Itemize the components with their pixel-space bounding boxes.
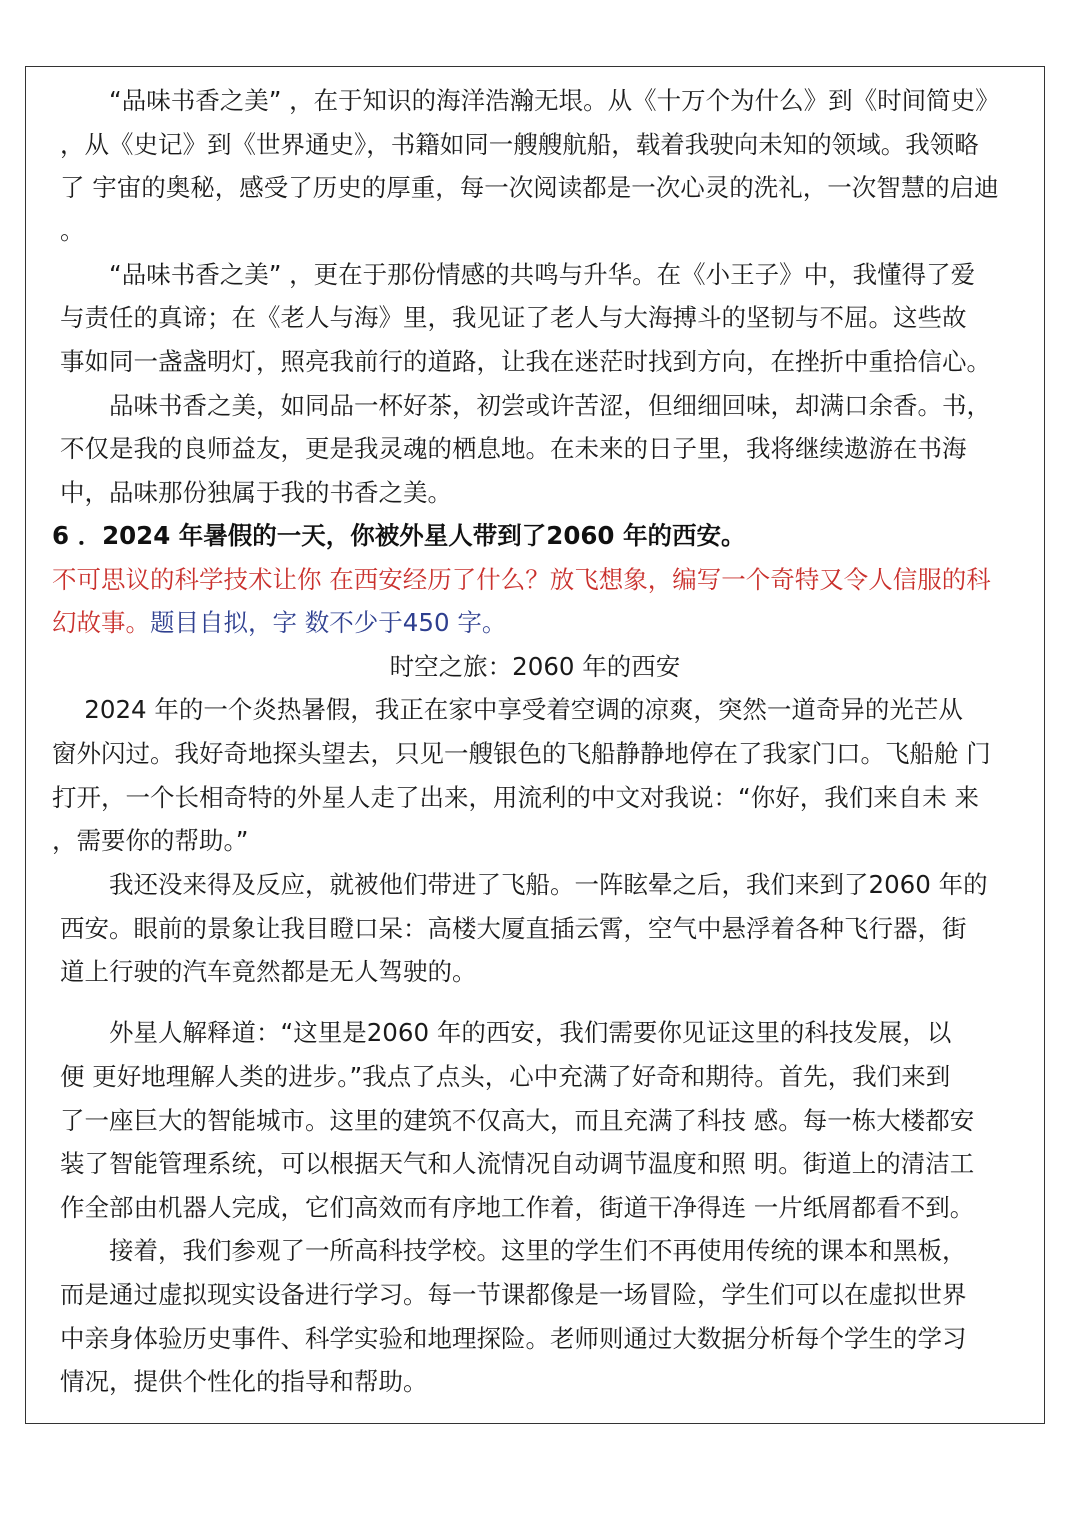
essay1-p1-line-3: 了 宇宙的奥秘，感受了历史的厚重，每一次阅读都是一次心灵的洗礼，一次智慧的启迪 bbox=[60, 173, 999, 202]
essay2-title: 时空之旅：2060 年的西安 bbox=[389, 652, 681, 681]
essay2-p2-line-2: 西安。眼前的景象让我目瞪口呆：高楼大厦直插云霄，空气中悬浮着各种飞行器，街 bbox=[60, 914, 967, 943]
essay1-p1-line-1: “品味书香之美” ，在于知识的海洋浩瀚无垠。从《十万个为什么》到《时间简史》 bbox=[60, 86, 1000, 115]
question-prompt-line-1: 不可思议的科学技术让你 在西安经历了什么？放飞想象，编写一个奇特又令人信服的科 bbox=[52, 565, 991, 594]
essay2-p1-line-4: ，需要你的帮助。” bbox=[52, 826, 249, 855]
essay2-p4-line-2: 而是通过虚拟现实设备进行学习。每一节课都像是一场冒险，学生们可以在虚拟世界 bbox=[60, 1280, 967, 1309]
essay2-p1-line-2: 窗外闪过。我好奇地探头望去，只见一艘银色的飞船静静地停在了我家门口。飞船舱 门 bbox=[52, 739, 991, 768]
question-prompt-red-end: 幻故事。 bbox=[52, 608, 150, 637]
essay2-p3-line-5: 作全部由机器人完成，它们高效而有序地工作着，街道干净得连 一片纸屑都看不到。 bbox=[60, 1193, 975, 1222]
essay1-p3-line-2: 不仅是我的良师益友，更是我灵魂的栖息地。在未来的日子里，我将继续遨游在书海 bbox=[60, 434, 967, 463]
essay2-p1-line-3: 打开，一个长相奇特的外星人走了出来，用流利的中文对我说：“你好，我们来自未 来 bbox=[52, 783, 979, 812]
essay2-p3-line-2: 便 更好地理解人类的进步。”我点了点头，心中充满了好奇和期待。首先，我们来到 bbox=[60, 1062, 951, 1091]
essay1-p1-line-4: 。 bbox=[60, 216, 85, 245]
question-title: 6 ．2024 年暑假的一天，你被外星人带到了2060 年的西安。 bbox=[52, 521, 746, 550]
essay1-p3-line-3: 中，品味那份独属于我的书香之美。 bbox=[60, 478, 452, 507]
essay1-p2-line-2: 与责任的真谛；在《老人与海》里，我见证了老人与大海搏斗的坚韧与不屈。这些故 bbox=[60, 303, 967, 332]
essay1-p2-line-3: 事如同一盏盏明灯，照亮我前行的道路，让我在迷茫时找到方向，在挫折中重拾信心。 bbox=[60, 347, 991, 376]
essay2-p3-line-3: 了一座巨大的智能城市。这里的建筑不仅高大，而且充满了科技 感。每一栋大楼都安 bbox=[60, 1106, 975, 1135]
question-prompt-line-2 bbox=[52, 606, 1027, 640]
essay2-p2-line-3: 道上行驶的汽车竟然都是无人驾驶的。 bbox=[60, 957, 477, 986]
essay1-p2-line-1: “品味书香之美” ，更在于那份情感的共鸣与升华。在《小王子》中，我懂得了爱 bbox=[60, 260, 976, 289]
essay2-p4-line-4: 情况，提供个性化的指导和帮助。 bbox=[60, 1367, 428, 1396]
essay1-p1-line-2: ，从《史记》到《世界通史》，书籍如同一艘艘航船，载着我驶向未知的领域。我领略 bbox=[60, 130, 979, 159]
essay2-p1-line-1: 2024 年的一个炎热暑假，我正在家中享受着空调的凉爽，突然一道奇异的光芒从 bbox=[52, 695, 963, 724]
essay2-p3-line-4: 装了智能管理系统，可以根据天气和人流情况自动调节温度和照 明。街道上的清洁工 bbox=[60, 1149, 975, 1178]
essay1-p3-line-1: 品味书香之美，如同品一杯好茶，初尝或许苦涩，但细细回味，却满口余香。书， bbox=[60, 391, 991, 420]
essay2-p4-line-3: 中亲身体验历史事件、科学实验和地理探险。老师则通过大数据分析每个学生的学习 bbox=[60, 1324, 967, 1353]
essay2-p3-line-1: 外星人解释道：“这里是2060 年的西安，我们需要你见证这里的科技发展，以 bbox=[60, 1018, 952, 1047]
essay2-p4-line-1: 接着，我们参观了一所高科技学校。这里的学生们不再使用传统的课本和黑板， bbox=[60, 1236, 967, 1265]
essay2-p2-line-1: 我还没来得及反应，就被他们带进了飞船。一阵眩晕之后，我们来到了2060 年的 bbox=[60, 870, 988, 899]
question-prompt-requirement: 题目自拟，字 数不少于450 字。 bbox=[150, 608, 507, 637]
